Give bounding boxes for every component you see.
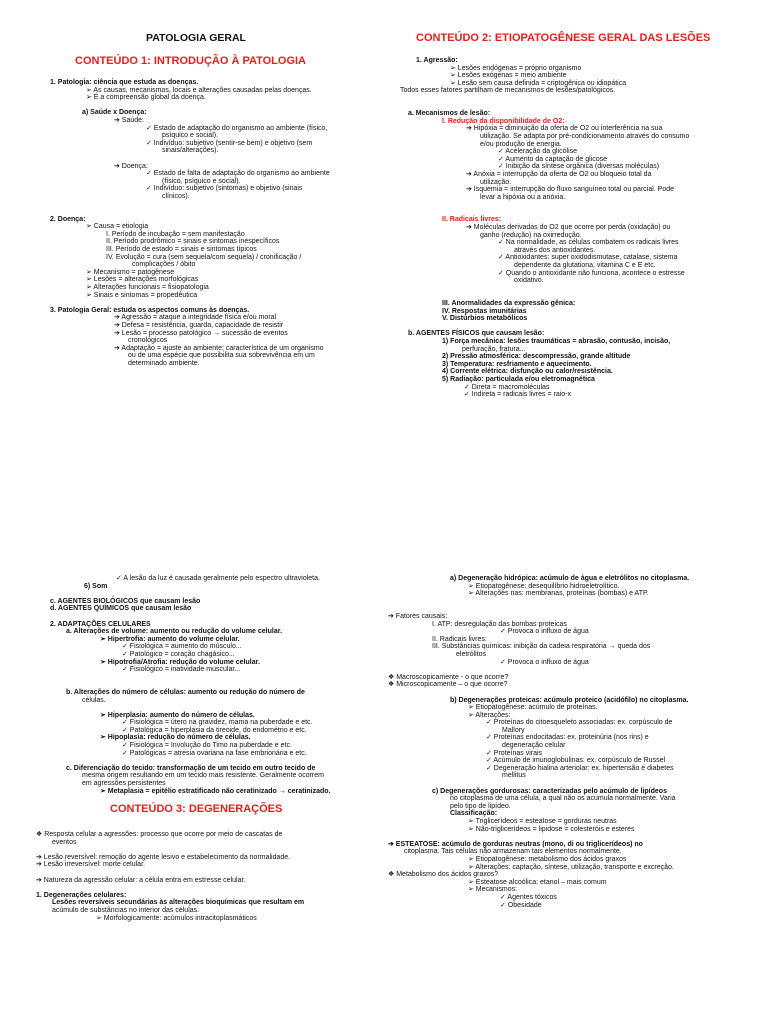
blank-line — [384, 833, 768, 841]
text-line: 6) Som — [84, 582, 108, 590]
page-bottom-right — [384, 512, 768, 1024]
text-line: ➔ Doença: — [114, 162, 148, 170]
text-line: ➔ Adaptação = ajuste ao ambiente; característica de um organismo — [114, 344, 324, 352]
text-line: ➢ Hipertrofia: aumento do volume celular. — [100, 635, 240, 643]
section-heading: CONTEÚDO 1: INTRODUÇÃO À PATOLOGIA — [75, 55, 306, 67]
text-line: sinais/alterações). — [162, 147, 219, 155]
text-line: b. AGENTES FÍSICOS que causam lesão: — [408, 330, 545, 338]
text-line: ➔ Lesão irreversível: morte celular. — [36, 861, 145, 869]
text-line: levar a hipóxia ou a anóxia. — [480, 193, 566, 201]
blank-line — [0, 846, 384, 854]
text-line: ✓ Indivíduo: subjetivo (sentir-se bem) e objetivo (sem — [146, 139, 313, 147]
blank-line — [0, 884, 384, 892]
text-line: 2. Doença: — [50, 215, 86, 223]
text-line: ➢ Esteatose alcoólica: etanol – mais comum — [468, 878, 607, 886]
text-line: ✓ Fisiológico = inatividade muscular... — [122, 666, 241, 674]
blank-line — [0, 681, 384, 689]
text-line: ➢ Triglicerídeos = esteatose = gorduras neutras — [468, 818, 617, 825]
blank-line — [384, 201, 768, 209]
text-line: ➢ Etiopatogênese: metabolismo dos ácidos graxos — [468, 855, 627, 863]
text-line: ✓ Fisiológica = Involução do Timo na puberdade e etc. — [122, 742, 292, 750]
text-line: células. — [82, 696, 106, 704]
text-line: ✓ Estado de falta de adaptação do organismo ao ambiente — [146, 170, 330, 178]
text-line: ✓ Proteínas endocitadas: ex. proteinúria (nos rins) e — [486, 734, 649, 742]
blank-line — [384, 666, 768, 674]
text-line: ➔ Moléculas derivadas do O2 que ocorre por perda (oxidação) ou — [466, 224, 671, 232]
document-title: PATOLOGIA GERAL — [146, 32, 246, 44]
text-line: III. Período de estado = sinais e sintomas típicos — [106, 246, 257, 254]
text-line: ✓ Patológico = coração chagásico... — [122, 650, 235, 658]
blank-line — [384, 780, 768, 788]
text-line: c. Diferenciação do tecido: transformação de um tecido em outro tecido de — [66, 764, 316, 772]
text-line: b) Degenerações proteicas: acúmulo proteico (acidófilo) no citoplasma. — [450, 696, 689, 704]
text-line: clínicos). — [162, 192, 190, 200]
text-line: IV. Respostas imunitárias — [442, 307, 527, 315]
text-line: ➔ Isquemia = interrupção do fluxo sanguíneo total ou parcial. Pode — [466, 186, 675, 194]
blank-line — [384, 95, 768, 103]
section-heading: CONTEÚDO 2: ETIOPATOGÊNESE GERAL DAS LESÕES — [416, 32, 711, 44]
text-block — [384, 57, 768, 399]
text-line: ✓ Aumento da captação de glicose — [498, 155, 607, 163]
text-line: ➔ Saúde: — [114, 116, 144, 124]
text-line: mellitus — [502, 772, 526, 780]
text-line: cronológicos — [128, 337, 168, 345]
text-line: ➢ Etiopatogênese: desequilíbrio hidroeletrolítico. — [468, 582, 620, 590]
text-line: Lesões reversíveis secundárias às alterações bioquímicas que resultam em — [52, 899, 305, 907]
text-line: 1. Degenerações celulares: — [36, 891, 127, 899]
text-line: ➢ Lesões exógenas = meio ambiente — [450, 72, 567, 80]
text-line: ✓ Patológica = hiperplasia da tireoide, do endométrio e etc. — [122, 726, 307, 734]
blank-line — [0, 155, 384, 163]
text-line: e/ou produção de energia. — [480, 140, 562, 148]
text-block — [384, 575, 768, 909]
blank-line — [384, 605, 768, 613]
text-line: ➢ É a compreensão global da doença. — [86, 94, 206, 102]
text-line: eletrólitos — [456, 650, 486, 658]
text-line: ✓ Aceleração da glicólise — [498, 148, 578, 156]
text-line: ➢ Hiperplasia: aumento do número de células. — [100, 711, 255, 719]
text-line: I. ATP: desregulação das bombas proteicas — [432, 620, 567, 628]
text-line: ➢ Alterações: captação, síntese, utilização, transporte e excreção. — [468, 863, 674, 871]
text-line: a) Degeneração hidrópica: acúmulo de água e eletrólitos no citoplasma. — [450, 575, 690, 582]
text-line: ➢ As causas, mecanismos, locais e alterações causadas pelas doenças. — [86, 86, 312, 94]
text-line: ➔ Anóxia = interrupção da oferta de O2 ou bloqueio total da — [466, 170, 652, 178]
text-line: ➢ Hipotrofia/Atrofia: redução do volume celular. — [100, 658, 260, 666]
text-line: psíquico e social). — [162, 132, 219, 140]
text-line: eventos — [52, 838, 77, 846]
text-line: a. Mecanismos de lesão: — [408, 110, 491, 118]
text-line: ✓ Agentes tóxicos — [500, 893, 557, 901]
text-line: III. Substâncias químicas: inibição da cadeia respiratória → queda dos — [432, 643, 651, 651]
text-line: 3. Patologia Geral: estuda os aspectos comuns às doenças. — [50, 306, 250, 314]
text-line: ✓ Fisiológica = útero na gravidez, mama na puberdade e etc. — [122, 719, 313, 727]
text-line: acúmulo de substâncias no interior das células. — [52, 906, 200, 914]
text-line: mesma origem resultando em um tecido mais resistente. Geralmente ocorrem — [82, 772, 324, 780]
text-line: ➔ Lesão reversível: remoção do agente lesivo e estabelecimento da normalidade. — [36, 853, 291, 861]
text-line: (físico, psíquico e social). — [162, 177, 241, 185]
text-line: ➔ Agressão = ataque a integridade física e/ou moral — [114, 314, 277, 322]
blank-line — [0, 208, 384, 216]
text-line: ➔ Fatores causais: — [388, 612, 448, 620]
page-top-left — [0, 0, 384, 512]
text-line: ➢ Mecanismo = patogênese — [86, 268, 175, 276]
text-line: ❖ Macroscopicamente - o que ocorre? — [388, 673, 509, 681]
text-line: a) Saúde x Doença: — [82, 109, 147, 117]
text-line: ✓ Indireta = radicais livres = raio-x — [464, 391, 572, 399]
text-line: II. Radicais livres: — [432, 635, 487, 643]
text-line: Mallory — [502, 726, 525, 734]
text-line: ✓ Degeneração hialina arteriolar: ex. hipertensão e diabetes — [486, 764, 674, 772]
text-line: ➢ Lesões endógenas = próprio organismo — [450, 64, 582, 72]
text-line: II. Radicais livres: — [442, 216, 502, 224]
text-line: ✓ Proteínas virais — [486, 749, 543, 757]
text-line: ✓ Indivíduo: subjetivo (sintomas) e objetivo (sinais — [146, 185, 303, 193]
text-line: perfuração, fratura... — [462, 345, 526, 353]
text-block — [0, 575, 384, 922]
text-line: ✓ Provoca o influxo de água — [500, 658, 589, 666]
text-line: 5) Radiação: particulada e/ou eletromagnética — [442, 375, 595, 383]
text-line: utilização. Se adapta por pré-condicionamento através do consumo — [480, 132, 690, 140]
text-line: ➢ Lesão sem causa definida = criptogênica ou idiopática — [450, 79, 627, 87]
text-line: ➢ Não-triglicerídeos = lipidose = colesteróis e esteres — [468, 825, 635, 833]
text-line: 2) Pressão atmosférica: descompressão, grande altitude — [442, 353, 631, 361]
text-line: 4) Corrente elétrica: disfunção ou calor/resistência. — [442, 368, 613, 376]
text-line: ➢ Mecanismos: — [468, 886, 518, 894]
text-line: ➢ Alterações funcionais = fisiopatologia — [86, 284, 209, 292]
blank-line — [384, 103, 768, 111]
text-line: b. Alterações do número de células: aumento ou redução do número de — [66, 688, 305, 696]
blank-line — [0, 757, 384, 765]
text-line: pelo tipo de lipídeo. — [450, 802, 511, 810]
text-line: ➢ Hipoplasia: redução do número de células. — [100, 734, 251, 742]
blank-line — [0, 613, 384, 621]
text-line: ✓ Quando o antioxidante não funciona, acontece o estresse — [498, 269, 685, 277]
text-line: ➔ Hipóxia = diminuição da oferta de O2 ou interferência na sua — [466, 125, 663, 133]
text-line: ✓ Patológicas = atresia ovariana na fase embrionária e etc. — [122, 749, 307, 757]
text-line: III. Anormalidades da expressão gênica: — [442, 300, 576, 307]
text-line: c. AGENTES BIOLÓGICOS que causam lesão — [50, 597, 201, 605]
text-line: ✓ Obesidade — [500, 901, 542, 909]
text-line: IV. Evolução = cura (sem sequela/com sequela) / cronificação / — [106, 253, 302, 261]
blank-line — [0, 795, 384, 803]
text-line: complicações / óbito — [132, 261, 196, 269]
blank-line — [0, 674, 384, 682]
text-line: 1. Agressão: — [416, 57, 458, 64]
text-line: ➢ Morfologicamente: acúmulos intracitoplasmáticos — [96, 914, 257, 922]
blank-line — [384, 689, 768, 697]
text-line: I. Redução da disponibilidade de O2: — [442, 117, 565, 125]
blank-line — [0, 816, 384, 824]
text-line: no citoplasma de uma célula, a qual não os acumula normalmente. Varia — [450, 795, 676, 803]
text-line: ✓ Acúmulo de imunoglobulinas: ex. corpúsculo de Russel — [486, 757, 666, 765]
text-line: d. AGENTES QUÍMICOS que causam lesão — [50, 605, 192, 613]
text-line: ✓ Inibição da síntese orgânica (diversas moléculas) — [498, 163, 660, 171]
text-line: Todos esses fatores partilham de mecanismos de lesões/patológicos. — [400, 87, 616, 95]
text-line: ➢ Metaplasia = epitélio estratificado não ceratinizado → ceratinizado. — [100, 787, 331, 795]
blank-line — [0, 869, 384, 877]
page-top-right — [384, 0, 768, 512]
text-line: II. Período prodrômico = sinais e sintomas inespecíficos — [106, 238, 280, 246]
blank-line — [384, 598, 768, 606]
text-line: ➔ Natureza da agressão celular: a célula entra em estresse celular. — [36, 876, 246, 884]
text-line: ganho (redução) na oxirredução. — [480, 231, 582, 239]
text-line: ✓ Antioxidantes: super oxidodismutase, catalase, sistema — [498, 254, 678, 262]
text-line: ➢ Sinais e sintomas = propedêutica — [86, 291, 198, 299]
blank-line — [384, 209, 768, 217]
text-line: dependente da glutationa, vitamina C e E etc. — [514, 262, 656, 270]
text-line: c) Degenerações gordurosas: caracterizadas pelo acúmulo de lipídeos — [432, 787, 667, 795]
text-line: 1. Patologia: ciência que estuda as doenças. — [50, 79, 199, 86]
text-line: degeneração celular — [502, 742, 566, 750]
blank-line — [0, 201, 384, 209]
text-line: Classificação: — [450, 810, 498, 818]
text-block — [0, 79, 384, 368]
text-line: ➔ Defesa = resistência, guarda, capacidade de resistir — [114, 322, 284, 329]
text-line: utilização. — [480, 178, 512, 186]
text-line: ➢ Etiopatogênese: acúmulo de proteínas. — [468, 704, 598, 712]
blank-line — [0, 299, 384, 307]
text-line: 3) Temperatura: resfriamento e aquecimento. — [442, 360, 592, 368]
blank-line — [0, 590, 384, 598]
text-line: ou de uma espécie que possibilita sua sobrevivência em um — [128, 352, 315, 360]
text-line: ➢ Alterações nas: membranas, proteínas (bombas) e ATP. — [468, 590, 649, 598]
text-line: V. Distúrbios metabólicos — [442, 315, 528, 323]
text-line: citoplasma. Tais células não armazenam tais elementos normalmente. — [404, 848, 622, 856]
text-line: I. Período de incubação = sem manifestação — [106, 230, 245, 238]
text-line: a. Alterações de volume: aumento ou redução do volume celular. — [66, 628, 283, 636]
text-line: oxidativo. — [514, 277, 544, 285]
text-line: ➢ Causa = etiologia — [86, 223, 149, 231]
blank-line — [384, 292, 768, 300]
text-line: ➔ ESTEATOSE: acúmulo de gorduras neutras (mono, di ou triglicerídeos) no — [388, 840, 643, 848]
blank-line — [0, 704, 384, 712]
text-line: ✓ Provoca o influxo de água — [500, 628, 589, 636]
text-line: ✓ Proteínas do citoesqueleto associadas: ex. corpúsculo de — [486, 719, 673, 727]
text-line: 2. ADAPTAÇÕES CELULARES — [50, 620, 151, 628]
text-line: ✓ Direta = macromoléculas — [464, 383, 550, 391]
text-line: ✓ Na normalidade, as células combatem os radicais livres — [498, 239, 679, 247]
blank-line — [0, 823, 384, 831]
text-line: através dos antioxidantes. — [514, 246, 596, 254]
section-heading: CONTEÚDO 3: DEGENERAÇÕES — [110, 802, 283, 815]
text-line: em agressões persistentes — [82, 780, 166, 788]
page-bottom-left — [0, 512, 384, 1024]
text-line: determinado ambiente. — [128, 359, 200, 367]
text-line: ❖ Microscopicamente – o que ocorre? — [388, 681, 508, 689]
text-line: ✓ Fisiológica = aumento do músculo... — [122, 643, 242, 651]
text-line: ➢ Lesões = alterações morfológicas — [86, 276, 199, 284]
text-line: ❖ Resposta celular a agressões: processo que ocorre por meio de cascatas de — [36, 831, 283, 838]
text-line: ➔ Lesão = processo patológico → sucessão de eventos — [114, 329, 288, 337]
text-line: 1) Força mecânica: lesões traumáticas = abrasão, contusão, incisão, — [442, 337, 671, 345]
blank-line — [0, 102, 384, 110]
text-line: ✓ Estado de adaptação do organismo ao ambiente (físico, — [146, 124, 328, 132]
text-line: ✓ A lesão da luz é causada geralmente pelo espectro ultravioleta. — [116, 575, 320, 582]
text-line: ❖ Metabolismo dos ácidos graxos? — [388, 871, 499, 879]
blank-line — [384, 285, 768, 293]
text-line: ➢ Alterações: — [468, 711, 511, 719]
